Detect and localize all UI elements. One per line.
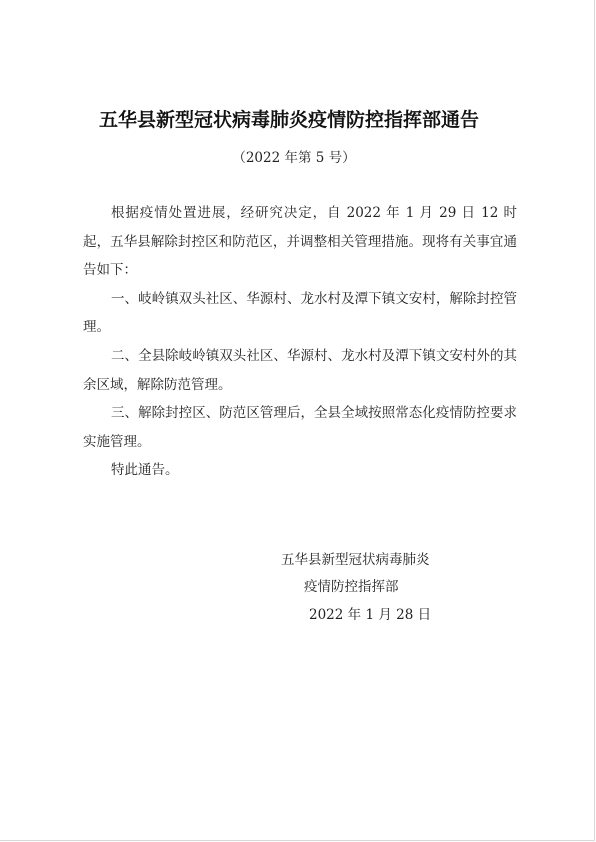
paragraph-closing: 特此通告。: [111, 462, 179, 479]
document-number: （2022 年第 5 号）: [232, 150, 356, 166]
paragraph-intro: 根据疫情处置进展，经研究决定，自 2022 年 1 月 29 日 12 时起，五华县解除封控区和防范区，并调整相关管理措施。现将有关事宜通告如下：: [83, 205, 517, 279]
notice-body: [83, 199, 517, 485]
paragraph-item-3: 三、解除封控区、防范区管理后，全县全域按照常态化疫情防控要求实施管理。: [83, 405, 517, 450]
signature-organization-line1: 五华县新型冠状病毒肺炎: [281, 552, 430, 568]
signature-organization-line2: 疫情防控指挥部: [304, 579, 399, 595]
paragraph-item-2: 二、全县除岐岭镇双头社区、华源村、龙水村及潭下镇文安村外的其余区域，解除防范管理。: [83, 347, 517, 393]
paragraph-item-1: 一、岐岭镇双头社区、华源村、龙水村及潭下镇文安村，解除封控管理。: [83, 290, 517, 336]
signature-date: 2022 年 1 月 28 日: [309, 607, 432, 623]
notice-title: 五华县新型冠状病毒肺炎疫情防控指挥部通告: [98, 109, 479, 131]
